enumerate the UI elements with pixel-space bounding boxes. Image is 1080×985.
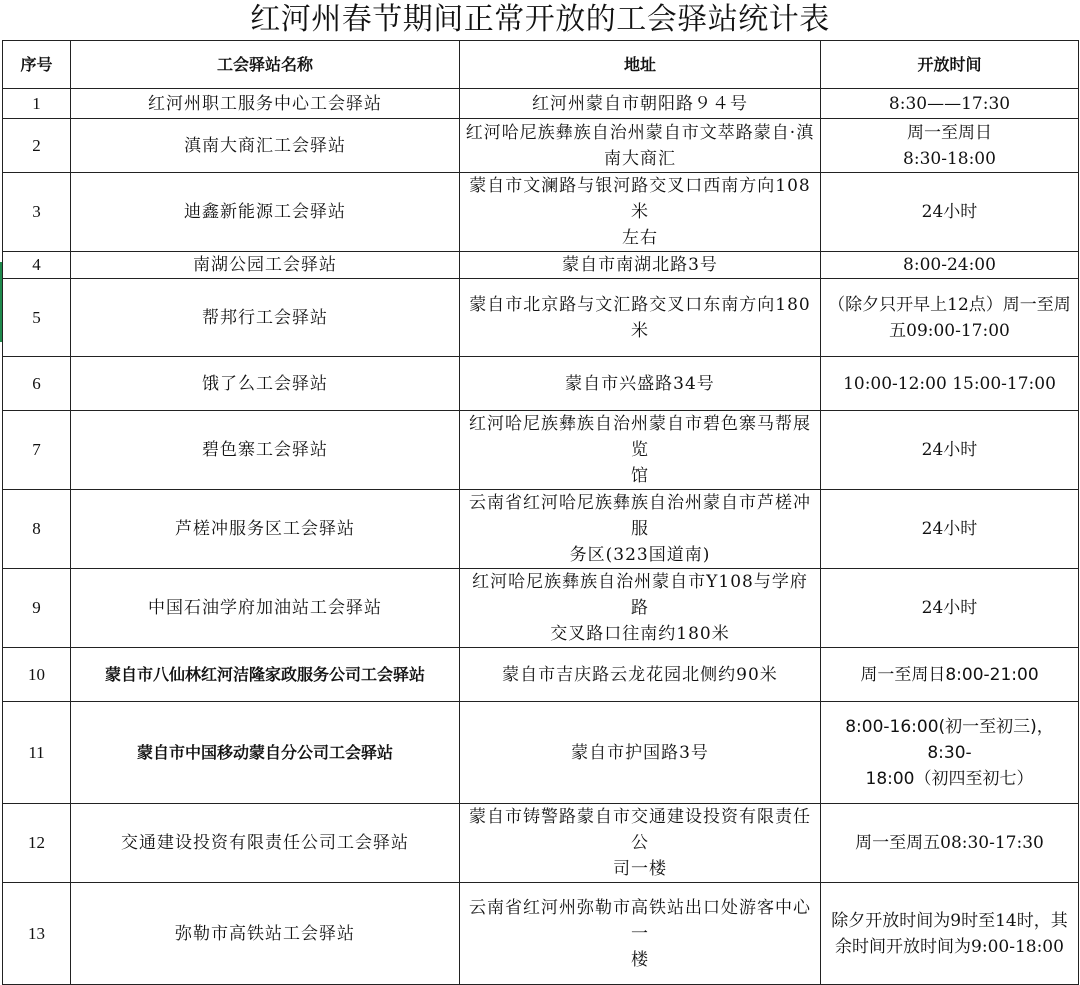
address-line: 蒙自市文澜路与银河路交叉口西南方向108米 (469, 176, 811, 222)
cell-seq: 7 (3, 411, 71, 490)
cell-station-name: 帮邦行工会驿站 (71, 279, 460, 357)
hours-line: 周一至周日 (907, 122, 992, 143)
table-row (3, 252, 1079, 279)
table-row (3, 119, 1079, 173)
hours-line: 周一至周日8:00-21:00 (860, 664, 1039, 685)
cell-hours (821, 252, 1079, 279)
table-row (3, 648, 1079, 702)
cell-address (460, 252, 821, 279)
address-line: 红河哈尼族彝族自治州蒙自市Y108与学府路 (472, 572, 808, 618)
hours-line: 周一至周五08:30-17:30 (855, 833, 1044, 853)
cell-seq: 6 (3, 357, 71, 411)
hours-line: 24小时 (921, 598, 978, 618)
cell-hours (821, 89, 1079, 119)
header-address: 地址 (460, 41, 821, 89)
cell-seq: 9 (3, 569, 71, 648)
cell-address (460, 173, 821, 252)
hours-line: 五09:00-17:00 (889, 320, 1010, 341)
cell-hours (821, 411, 1079, 490)
address-line: 左右 (622, 228, 658, 248)
cell-seq: 5 (3, 279, 71, 357)
header-row (3, 41, 1079, 89)
address-line: 馆 (631, 466, 649, 486)
address-line: 蒙自市吉庆路云龙花园北侧约90米 (502, 664, 778, 685)
address-line: 蒙自市护国路3号 (571, 742, 709, 763)
hours-line: 余时间开放时间为9:00-18:00 (835, 936, 1064, 957)
address-line: 南大商汇 (604, 148, 676, 169)
cell-seq: 2 (3, 119, 71, 173)
cell-station-name: 红河州职工服务中心工会驿站 (71, 89, 460, 119)
cell-address (460, 648, 821, 702)
cell-station-name: 蒙自市八仙林红河洁隆家政服务公司工会驿站 (71, 648, 460, 702)
cell-hours (821, 119, 1079, 173)
cell-address (460, 411, 821, 490)
cell-seq: 8 (3, 490, 71, 569)
header-hours: 开放时间 (821, 41, 1079, 89)
cell-station-name: 中国石油学府加油站工会驿站 (71, 569, 460, 648)
cell-seq: 4 (3, 252, 71, 279)
cell-hours (821, 648, 1079, 702)
cell-station-name: 芦槎冲服务区工会驿站 (71, 490, 460, 569)
cell-seq: 13 (3, 883, 71, 985)
cell-station-name: 弥勒市高铁站工会驿站 (71, 883, 460, 985)
cell-address (460, 804, 821, 883)
cell-address (460, 357, 821, 411)
address-line: 红河哈尼族彝族自治州蒙自市文萃路蒙自·滇 (465, 122, 815, 143)
hours-line: 除夕开放时间为9时至14时，其 (831, 910, 1068, 931)
cell-station-name: 碧色寨工会驿站 (71, 411, 460, 490)
cell-station-name: 南湖公园工会驿站 (71, 252, 460, 279)
hours-line: 8:00-24:00 (903, 255, 996, 275)
cell-hours (821, 173, 1079, 252)
cell-station-name: 蒙自市中国移动蒙自分公司工会驿站 (71, 702, 460, 804)
cell-hours (821, 569, 1079, 648)
table-row (3, 411, 1079, 490)
address-line: 云南省红河哈尼族彝族自治州蒙自市芦槎冲服 (469, 493, 811, 539)
hours-line: （除夕只开早上12点）周一至周 (828, 294, 1071, 315)
cell-address (460, 490, 821, 569)
cell-seq: 3 (3, 173, 71, 252)
header-seq: 序号 (3, 41, 71, 89)
hours-line: 8:30——17:30 (888, 93, 1011, 114)
table-row (3, 490, 1079, 569)
hours-line: 10:00-12:00 15:00-17:00 (843, 373, 1056, 394)
address-line: 蒙自市铸警路蒙自市交通建设投资有限责任公 (469, 807, 811, 853)
address-line: 务区(323国道南) (569, 545, 711, 565)
table-row (3, 569, 1079, 648)
address-line: 蒙自市南湖北路3号 (562, 255, 718, 275)
hours-line: 24小时 (921, 440, 978, 460)
address-line: 蒙自市北京路与文汇路交叉口东南方向180米 (469, 294, 811, 341)
cell-hours (821, 357, 1079, 411)
cell-address (460, 569, 821, 648)
table-row (3, 173, 1079, 252)
address-line: 楼 (631, 949, 649, 970)
address-line: 交叉路口往南约180米 (550, 624, 730, 644)
cell-hours (821, 279, 1079, 357)
cell-hours (821, 883, 1079, 985)
header-name: 工会驿站名称 (71, 41, 460, 89)
address-line: 云南省红河州弥勒市高铁站出口处游客中心一 (469, 897, 811, 944)
table-row (3, 702, 1079, 804)
station-table (2, 40, 1079, 985)
table-title: 红河州春节期间正常开放的工会驿站统计表 (250, 2, 830, 37)
address-line: 红河哈尼族彝族自治州蒙自市碧色寨马帮展览 (469, 414, 811, 460)
cell-address (460, 279, 821, 357)
cell-station-name: 交通建设投资有限责任公司工会驿站 (71, 804, 460, 883)
hours-line: 24小时 (921, 202, 978, 222)
cell-address (460, 702, 821, 804)
hours-line: 24小时 (921, 519, 978, 539)
table-row (3, 357, 1079, 411)
address-line: 红河州蒙自市朝阳路９４号 (532, 93, 748, 114)
cell-seq: 1 (3, 89, 71, 119)
address-line: 司一楼 (613, 859, 667, 879)
cell-seq: 10 (3, 648, 71, 702)
cell-station-name: 饿了么工会驿站 (71, 357, 460, 411)
cell-station-name: 迪鑫新能源工会驿站 (71, 173, 460, 252)
table-row (3, 804, 1079, 883)
cell-hours (821, 490, 1079, 569)
hours-line: 18:00（初四至初七） (865, 768, 1034, 789)
cell-address (460, 883, 821, 985)
table-row (3, 279, 1079, 357)
cell-hours (821, 804, 1079, 883)
table-row (3, 89, 1079, 119)
address-line: 蒙自市兴盛路34号 (565, 373, 715, 394)
hours-line: 8:30-18:00 (903, 148, 996, 169)
cell-seq: 12 (3, 804, 71, 883)
cell-address (460, 89, 821, 119)
cell-address (460, 119, 821, 173)
cell-station-name: 滇南大商汇工会驿站 (71, 119, 460, 173)
cell-seq: 11 (3, 702, 71, 804)
cell-hours (821, 702, 1079, 804)
table-row (3, 883, 1079, 985)
hours-line: 8:00-16:00(初一至初三)，8:30- (845, 716, 1054, 763)
